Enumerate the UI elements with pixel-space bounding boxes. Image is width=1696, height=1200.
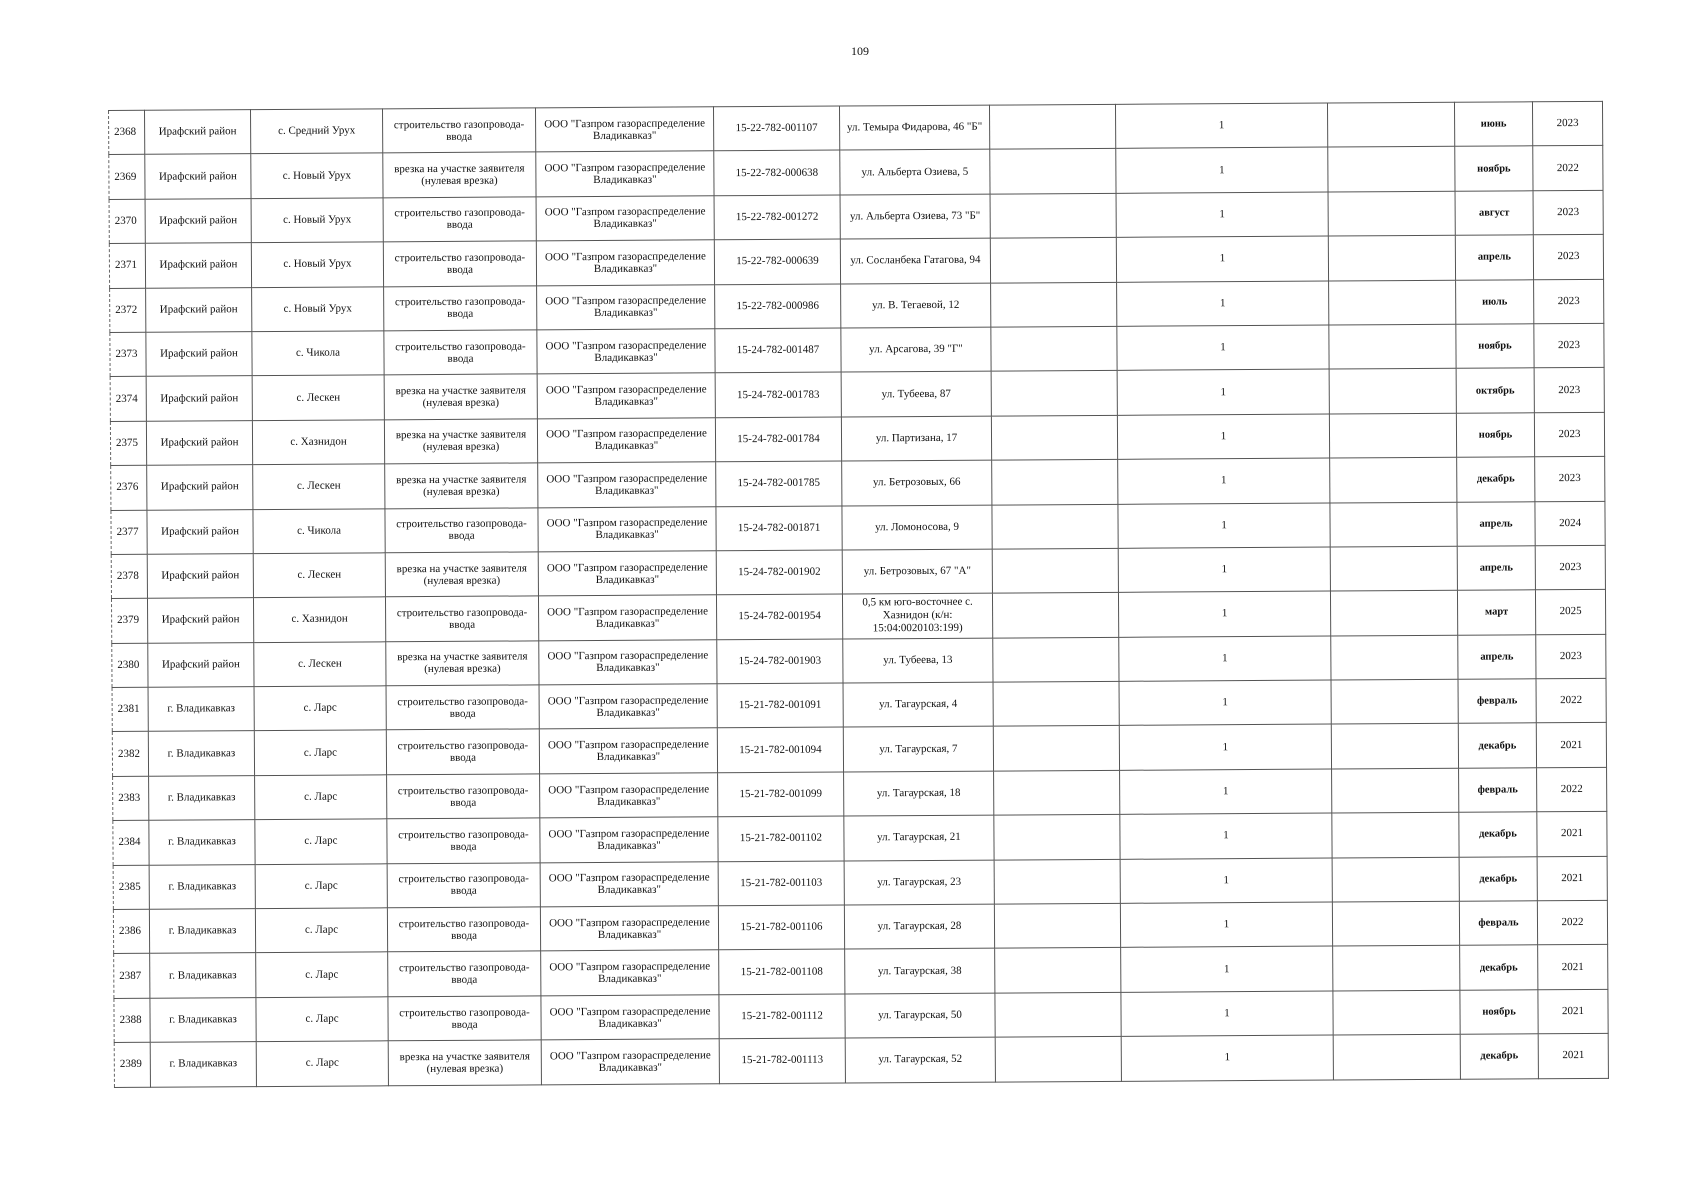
year-cell: 2023 (1534, 368, 1604, 413)
year-cell: 2022 (1536, 678, 1606, 723)
month-cell: декабрь (1460, 945, 1538, 990)
organization-cell: ООО "Газпром газораспределение Владикавказ" (538, 551, 716, 596)
address-cell: ул. Тагаурская, 21 (844, 815, 994, 860)
organization-cell: ООО "Газпром газораспределение Владикавказ" (540, 773, 718, 818)
district-cell: Ирафский район (146, 287, 252, 332)
district-cell: Ирафский район (145, 243, 251, 288)
row-number: 2370 (109, 199, 145, 244)
organization-cell: ООО "Газпром газораспределение Владикавказ" (537, 284, 715, 329)
empty-cell (1331, 724, 1458, 769)
month-cell: апрель (1455, 235, 1533, 280)
empty-cell (992, 593, 1118, 638)
settlement-cell: с. Новый Урух (251, 198, 383, 243)
year-cell: 2021 (1538, 945, 1608, 990)
settlement-cell: с. Лескен (254, 642, 386, 687)
month-cell: март (1457, 590, 1535, 635)
month-cell: февраль (1458, 679, 1536, 724)
quantity-cell: 1 (1118, 503, 1330, 549)
row-number: 2378 (111, 554, 147, 599)
organization-cell: ООО "Газпром газораспределение Владикавказ" (539, 684, 717, 729)
quantity-cell: 1 (1120, 902, 1332, 948)
settlement-cell: с. Новый Урух (251, 153, 383, 198)
address-cell: ул. Альберта Озиева, 73 "Б" (840, 194, 990, 239)
application-code-cell: 15-21-782-001113 (719, 1038, 845, 1083)
work-type-cell: строительство газопровода-ввода (382, 108, 535, 153)
work-type-cell: строительство газопровода-ввода (388, 996, 541, 1041)
row-number: 2376 (111, 465, 147, 510)
empty-cell (993, 637, 1119, 682)
work-type-cell: строительство газопровода-ввода (384, 330, 537, 375)
row-number: 2380 (112, 643, 148, 688)
empty-cell (992, 504, 1118, 549)
address-cell: ул. Партизана, 17 (841, 416, 991, 461)
quantity-cell: 1 (1118, 591, 1330, 637)
district-cell: г. Владикавказ (149, 909, 255, 954)
application-code-cell: 15-22-782-000638 (714, 150, 840, 195)
application-code-cell: 15-21-782-001099 (718, 772, 844, 817)
application-code-cell: 15-22-782-001272 (714, 195, 840, 240)
row-number: 2384 (113, 821, 149, 866)
empty-cell (990, 193, 1116, 238)
address-cell: ул. Тагаурская, 7 (843, 727, 993, 772)
organization-cell: ООО "Газпром газораспределение Владикавказ" (540, 861, 718, 906)
address-cell: ул. Сосланбека Гатагова, 94 (840, 238, 990, 283)
quantity-cell: 1 (1120, 858, 1332, 904)
row-number: 2382 (112, 732, 148, 777)
application-code-cell: 15-24-782-001487 (715, 328, 841, 373)
month-cell: июль (1456, 279, 1534, 324)
empty-cell (1327, 102, 1454, 147)
district-cell: г. Владикавказ (150, 953, 256, 998)
address-cell: ул. Ломоносова, 9 (842, 505, 992, 550)
work-type-cell: строительство газопровода-ввода (387, 774, 540, 819)
organization-cell: ООО "Газпром газораспределение Владикавказ" (538, 462, 716, 507)
gasification-table (108, 101, 1609, 1088)
address-cell: ул. Тагаурская, 38 (845, 949, 995, 994)
district-cell: Ирафский район (145, 110, 251, 155)
district-cell: Ирафский район (145, 154, 251, 199)
application-code-cell: 15-24-782-001903 (717, 639, 843, 684)
application-code-cell: 15-22-782-000986 (715, 284, 841, 329)
work-type-cell: врезка на участке заявителя (нулевая врезка) (385, 463, 538, 508)
work-type-cell: врезка на участке заявителя (нулевая врезка) (386, 641, 539, 686)
empty-cell (995, 948, 1121, 993)
work-type-cell: строительство газопровода-ввода (384, 285, 537, 330)
empty-cell (993, 726, 1119, 771)
month-cell: апрель (1458, 634, 1536, 679)
empty-cell (991, 282, 1117, 327)
empty-cell (994, 815, 1120, 860)
empty-cell (1329, 369, 1456, 414)
district-cell: Ирафский район (145, 198, 251, 243)
settlement-cell: с. Ларс (255, 863, 387, 908)
row-number: 2377 (111, 510, 147, 555)
application-code-cell: 15-21-782-001108 (719, 949, 845, 994)
year-cell: 2024 (1535, 501, 1605, 546)
settlement-cell: с. Ларс (255, 819, 387, 864)
empty-cell (1330, 457, 1457, 502)
settlement-cell: с. Новый Урух (252, 286, 384, 331)
year-cell: 2022 (1537, 767, 1607, 812)
work-type-cell: врезка на участке заявителя (нулевая врезка) (383, 152, 536, 197)
month-cell: апрель (1457, 501, 1535, 546)
settlement-cell: с. Ларс (256, 952, 388, 997)
month-cell: август (1455, 191, 1533, 236)
quantity-cell: 1 (1120, 813, 1332, 859)
organization-cell: ООО "Газпром газораспределение Владикавказ" (539, 639, 717, 684)
address-cell: ул. Тубеева, 87 (841, 371, 991, 416)
settlement-cell: с. Новый Урух (251, 242, 383, 287)
work-type-cell: строительство газопровода-ввода (383, 197, 536, 242)
quantity-cell: 1 (1121, 991, 1333, 1037)
organization-cell: ООО "Газпром газораспределение Владикавказ" (536, 151, 714, 196)
district-cell: Ирафский район (147, 598, 253, 643)
district-cell: Ирафский район (146, 376, 252, 421)
organization-cell: ООО "Газпром газораспределение Владикавказ" (537, 418, 715, 463)
empty-cell (1330, 502, 1457, 547)
settlement-cell: с. Ларс (254, 730, 386, 775)
empty-cell (1331, 635, 1458, 680)
district-cell: г. Владикавказ (149, 775, 255, 820)
quantity-cell: 1 (1116, 192, 1328, 238)
settlement-cell: с. Чикола (252, 331, 384, 376)
district-cell: г. Владикавказ (149, 864, 255, 909)
application-code-cell: 15-21-782-001106 (718, 905, 844, 950)
district-cell: г. Владикавказ (149, 820, 255, 865)
empty-cell (995, 1037, 1121, 1082)
year-cell: 2021 (1538, 989, 1608, 1034)
table-body (109, 101, 1609, 1087)
application-code-cell: 15-21-782-001102 (718, 816, 844, 861)
empty-cell (1329, 413, 1456, 458)
quantity-cell: 1 (1117, 414, 1329, 460)
empty-cell (1332, 901, 1459, 946)
row-number: 2379 (111, 599, 147, 644)
month-cell: декабрь (1459, 812, 1537, 857)
application-code-cell: 15-24-782-001871 (716, 506, 842, 551)
application-code-cell: 15-21-782-001112 (719, 994, 845, 1039)
year-cell: 2023 (1533, 190, 1603, 235)
empty-cell (994, 770, 1120, 815)
empty-cell (994, 859, 1120, 904)
year-cell: 2023 (1534, 279, 1604, 324)
organization-cell: ООО "Газпром газораспределение Владикавказ" (540, 817, 718, 862)
address-cell: ул. Тагаурская, 4 (843, 682, 993, 727)
address-cell: ул. Тагаурская, 52 (845, 1037, 995, 1082)
work-type-cell: строительство газопровода-ввода (385, 507, 538, 552)
work-type-cell: врезка на участке заявителя (нулевая врезка) (384, 419, 537, 464)
empty-cell (990, 149, 1116, 194)
application-code-cell: 15-24-782-001954 (716, 594, 842, 639)
application-code-cell: 15-21-782-001091 (717, 683, 843, 728)
organization-cell: ООО "Газпром газораспределение Владикавказ" (538, 595, 716, 640)
year-cell: 2022 (1533, 146, 1603, 191)
address-cell: ул. Темыра Фидарова, 46 "Б" (839, 105, 989, 150)
row-number: 2385 (113, 865, 149, 910)
address-cell: ул. Тагаурская, 23 (844, 860, 994, 905)
work-type-cell: строительство газопровода-ввода (387, 907, 540, 952)
quantity-cell: 1 (1117, 281, 1329, 327)
settlement-cell: с. Ларс (255, 908, 387, 953)
settlement-cell: с. Лескен (253, 464, 385, 509)
empty-cell (1332, 857, 1459, 902)
quantity-cell: 1 (1120, 769, 1332, 815)
row-number: 2375 (110, 421, 146, 466)
district-cell: Ирафский район (146, 332, 252, 377)
empty-cell (1328, 235, 1455, 280)
settlement-cell: с. Лескен (253, 553, 385, 598)
settlement-cell: с. Ларс (254, 686, 386, 731)
empty-cell (993, 681, 1119, 726)
empty-cell (1328, 147, 1455, 192)
month-cell: декабрь (1458, 723, 1536, 768)
year-cell: 2023 (1534, 323, 1604, 368)
work-type-cell: строительство газопровода-ввода (386, 729, 539, 774)
empty-cell (990, 238, 1116, 283)
district-cell: Ирафский район (148, 642, 254, 687)
month-cell: ноябрь (1455, 146, 1533, 191)
month-cell: октябрь (1456, 368, 1534, 413)
quantity-cell: 1 (1117, 325, 1329, 371)
address-cell: ул. Альберта Озиева, 5 (840, 150, 990, 195)
empty-cell (1332, 768, 1459, 813)
application-code-cell: 15-22-782-000639 (714, 239, 840, 284)
row-number: 2383 (113, 776, 149, 821)
work-type-cell: врезка на участке заявителя (нулевая врезка) (385, 552, 538, 597)
quantity-cell: 1 (1118, 458, 1330, 504)
application-code-cell: 15-24-782-001783 (715, 372, 841, 417)
district-cell: Ирафский район (147, 554, 253, 599)
row-number: 2373 (110, 332, 146, 377)
application-code-cell: 15-24-782-001785 (716, 461, 842, 506)
row-number: 2374 (110, 377, 146, 422)
organization-cell: ООО "Газпром газораспределение Владикавказ" (540, 906, 718, 951)
quantity-cell: 1 (1117, 369, 1329, 415)
organization-cell: ООО "Газпром газораспределение Владикавказ" (536, 240, 714, 285)
year-cell: 2023 (1534, 412, 1604, 457)
application-code-cell: 15-24-782-001784 (715, 417, 841, 462)
district-cell: г. Владикавказ (150, 997, 256, 1042)
month-cell: июнь (1454, 102, 1532, 147)
work-type-cell: строительство газопровода-ввода (387, 818, 540, 863)
work-type-cell: строительство газопровода-ввода (385, 596, 538, 641)
empty-cell (994, 903, 1120, 948)
quantity-cell: 1 (1118, 547, 1330, 593)
year-cell: 2021 (1537, 812, 1607, 857)
settlement-cell: с. Средний Урух (251, 109, 383, 154)
address-cell: ул. Тубеева, 13 (843, 638, 993, 683)
address-cell: ул. Бетрозовых, 66 (842, 460, 992, 505)
work-type-cell: строительство газопровода-ввода (387, 863, 540, 908)
month-cell: апрель (1457, 546, 1535, 591)
empty-cell (991, 371, 1117, 416)
empty-cell (1329, 324, 1456, 369)
year-cell: 2023 (1536, 634, 1606, 679)
district-cell: г. Владикавказ (150, 1042, 256, 1087)
address-cell: ул. В. Тегаевой, 12 (841, 283, 991, 328)
settlement-cell: с. Чикола (253, 508, 385, 553)
month-cell: ноябрь (1456, 413, 1534, 458)
empty-cell (1328, 191, 1455, 236)
month-cell: декабрь (1457, 457, 1535, 502)
district-cell: Ирафский район (147, 509, 253, 554)
table-row (114, 1034, 1608, 1088)
address-cell: ул. Бетрозовых, 67 "А" (842, 549, 992, 594)
organization-cell: ООО "Газпром газораспределение Владикавказ" (541, 950, 719, 995)
quantity-cell: 1 (1116, 147, 1328, 193)
quantity-cell: 1 (1121, 1035, 1333, 1081)
district-cell: Ирафский район (146, 420, 252, 465)
empty-cell (1333, 1034, 1460, 1079)
address-cell: ул. Тагаурская, 28 (844, 904, 994, 949)
year-cell: 2022 (1537, 900, 1607, 945)
row-number: 2388 (114, 998, 150, 1043)
quantity-cell: 1 (1116, 236, 1328, 282)
organization-cell: ООО "Газпром газораспределение Владикавказ" (537, 373, 715, 418)
quantity-cell: 1 (1121, 946, 1333, 992)
year-cell: 2023 (1533, 235, 1603, 280)
address-cell: ул. Арсагова, 39 "Г" (841, 327, 991, 372)
work-type-cell: врезка на участке заявителя (нулевая врезка) (388, 1040, 541, 1085)
empty-cell (1329, 280, 1456, 325)
row-number: 2389 (114, 1042, 150, 1087)
application-code-cell: 15-21-782-001094 (717, 727, 843, 772)
year-cell: 2021 (1536, 723, 1606, 768)
address-cell: ул. Тагаурская, 50 (845, 993, 995, 1038)
quantity-cell: 1 (1115, 103, 1327, 149)
empty-cell (995, 992, 1121, 1037)
year-cell: 2023 (1535, 545, 1605, 590)
organization-cell: ООО "Газпром газораспределение Владикавказ" (539, 728, 717, 773)
empty-cell (1333, 946, 1460, 991)
district-cell: г. Владикавказ (148, 687, 254, 732)
month-cell: декабрь (1459, 856, 1537, 901)
month-cell: февраль (1459, 768, 1537, 813)
month-cell: декабрь (1460, 1034, 1538, 1079)
address-cell: ул. Тагаурская, 18 (844, 771, 994, 816)
empty-cell (991, 415, 1117, 460)
empty-cell (1330, 546, 1457, 591)
empty-cell (1330, 591, 1457, 636)
row-number: 2386 (113, 909, 149, 954)
organization-cell: ООО "Газпром газораспределение Владикавказ" (541, 1039, 719, 1084)
empty-cell (1333, 990, 1460, 1035)
row-number: 2381 (112, 687, 148, 732)
quantity-cell: 1 (1119, 680, 1331, 726)
work-type-cell: строительство газопровода-ввода (386, 685, 539, 730)
year-cell: 2021 (1538, 1034, 1608, 1079)
row-number: 2387 (114, 954, 150, 999)
empty-cell (992, 459, 1118, 504)
month-cell: февраль (1459, 901, 1537, 946)
settlement-cell: с. Хазнидон (253, 597, 385, 642)
settlement-cell: с. Ларс (256, 1041, 388, 1086)
application-code-cell: 15-21-782-001103 (718, 861, 844, 906)
settlement-cell: с. Хазнидон (252, 420, 384, 465)
settlement-cell: с. Ларс (255, 775, 387, 820)
organization-cell: ООО "Газпром газораспределение Владикавказ" (536, 196, 714, 241)
empty-cell (992, 548, 1118, 593)
month-cell: ноябрь (1460, 990, 1538, 1035)
row-number: 2369 (109, 155, 145, 200)
settlement-cell: с. Лескен (252, 375, 384, 420)
empty-cell (1332, 813, 1459, 858)
settlement-cell: с. Ларс (256, 997, 388, 1042)
work-type-cell: строительство газопровода-ввода (388, 951, 541, 996)
organization-cell: ООО "Газпром газораспределение Владикавказ" (541, 995, 719, 1040)
application-code-cell: 15-22-782-001107 (713, 106, 839, 151)
row-number: 2371 (109, 243, 145, 288)
work-type-cell: врезка на участке заявителя (нулевая врезка) (384, 374, 537, 419)
year-cell: 2025 (1535, 590, 1605, 635)
organization-cell: ООО "Газпром газораспределение Владикавказ" (535, 107, 713, 152)
month-cell: ноябрь (1456, 324, 1534, 369)
empty-cell (1331, 679, 1458, 724)
organization-cell: ООО "Газпром газораспределение Владикавказ" (538, 506, 716, 551)
address-cell: 0,5 км юго-восточнее с. Хазнидон (к/н: 15:04:0020103:199) (842, 593, 992, 638)
page-number: 109 (851, 44, 869, 58)
row-number: 2368 (109, 110, 145, 155)
work-type-cell: строительство газопровода-ввода (383, 241, 536, 286)
year-cell: 2023 (1532, 101, 1602, 146)
empty-cell (991, 326, 1117, 371)
year-cell: 2021 (1537, 856, 1607, 901)
row-number: 2372 (110, 288, 146, 333)
year-cell: 2023 (1535, 456, 1605, 501)
district-cell: Ирафский район (147, 465, 253, 510)
application-code-cell: 15-24-782-001902 (716, 550, 842, 595)
quantity-cell: 1 (1119, 636, 1331, 682)
district-cell: г. Владикавказ (148, 731, 254, 776)
organization-cell: ООО "Газпром газораспределение Владикавказ" (537, 329, 715, 374)
empty-cell (989, 104, 1115, 149)
quantity-cell: 1 (1119, 725, 1331, 771)
